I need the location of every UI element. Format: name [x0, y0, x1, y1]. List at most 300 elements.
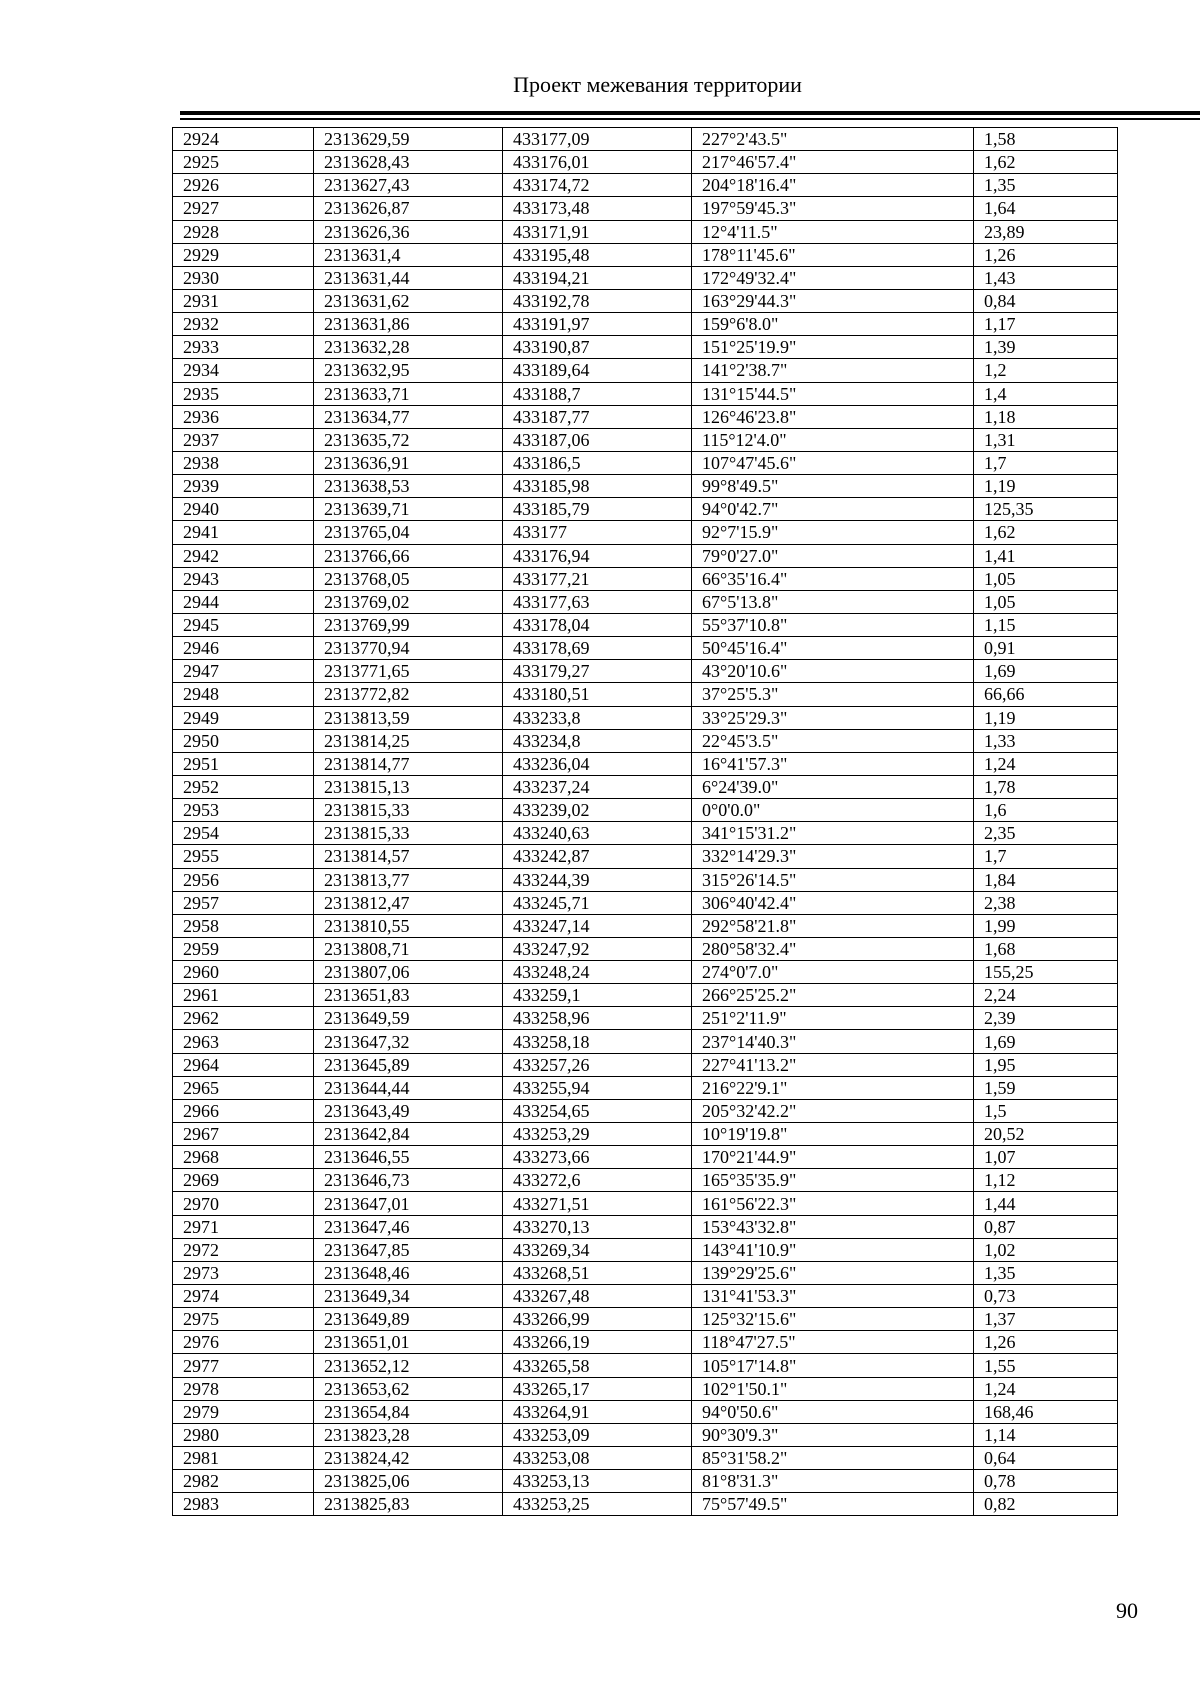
table-row	[173, 1354, 1118, 1377]
table-row	[173, 1146, 1118, 1169]
y-coordinate-cell: 433191,97	[503, 313, 692, 336]
point-number-cell: 2974	[173, 1285, 314, 1308]
table-row	[173, 313, 1118, 336]
point-number-cell: 2938	[173, 451, 314, 474]
x-coordinate-cell: 2313770,94	[314, 637, 503, 660]
direction-angle-cell: 159°6'8.0"	[692, 313, 974, 336]
distance-cell: 1,7	[974, 451, 1118, 474]
distance-cell: 0,78	[974, 1470, 1118, 1493]
point-number-cell: 2953	[173, 799, 314, 822]
y-coordinate-cell: 433270,13	[503, 1215, 692, 1238]
table-row	[173, 405, 1118, 428]
x-coordinate-cell: 2313639,71	[314, 498, 503, 521]
y-coordinate-cell: 433177,63	[503, 590, 692, 613]
point-number-cell: 2935	[173, 382, 314, 405]
distance-cell: 1,26	[974, 243, 1118, 266]
y-coordinate-cell: 433269,34	[503, 1238, 692, 1261]
table-row	[173, 336, 1118, 359]
point-number-cell: 2973	[173, 1261, 314, 1284]
table-row	[173, 891, 1118, 914]
distance-cell: 1,24	[974, 1377, 1118, 1400]
y-coordinate-cell: 433180,51	[503, 683, 692, 706]
point-number-cell: 2957	[173, 891, 314, 914]
point-number-cell: 2972	[173, 1238, 314, 1261]
page-header-title: Проект межевания территории	[513, 72, 802, 97]
point-number-cell: 2978	[173, 1377, 314, 1400]
distance-cell: 0,73	[974, 1285, 1118, 1308]
y-coordinate-cell: 433257,26	[503, 1053, 692, 1076]
x-coordinate-cell: 2313642,84	[314, 1123, 503, 1146]
distance-cell: 1,78	[974, 775, 1118, 798]
y-coordinate-cell: 433266,99	[503, 1308, 692, 1331]
table-row	[173, 151, 1118, 174]
direction-angle-cell: 33°25'29.3"	[692, 706, 974, 729]
distance-cell: 0,87	[974, 1215, 1118, 1238]
point-number-cell: 2942	[173, 544, 314, 567]
table-row	[173, 1331, 1118, 1354]
x-coordinate-cell: 2313646,73	[314, 1169, 503, 1192]
direction-angle-cell: 216°22'9.1"	[692, 1076, 974, 1099]
point-number-cell: 2971	[173, 1215, 314, 1238]
direction-angle-cell: 217°46'57.4"	[692, 151, 974, 174]
table-row	[173, 1238, 1118, 1261]
y-coordinate-cell: 433255,94	[503, 1076, 692, 1099]
y-coordinate-cell: 433187,77	[503, 405, 692, 428]
table-row	[173, 1377, 1118, 1400]
x-coordinate-cell: 2313635,72	[314, 428, 503, 451]
table-row	[173, 521, 1118, 544]
point-number-cell: 2960	[173, 961, 314, 984]
distance-cell: 2,24	[974, 984, 1118, 1007]
x-coordinate-cell: 2313807,06	[314, 961, 503, 984]
y-coordinate-cell: 433264,91	[503, 1400, 692, 1423]
table-row	[173, 289, 1118, 312]
direction-angle-cell: 153°43'32.8"	[692, 1215, 974, 1238]
point-number-cell: 2964	[173, 1053, 314, 1076]
distance-cell: 1,19	[974, 475, 1118, 498]
y-coordinate-cell: 433239,02	[503, 799, 692, 822]
table-row	[173, 984, 1118, 1007]
y-coordinate-cell: 433247,92	[503, 937, 692, 960]
distance-cell: 1,44	[974, 1192, 1118, 1215]
x-coordinate-cell: 2313647,85	[314, 1238, 503, 1261]
table-row	[173, 475, 1118, 498]
point-number-cell: 2969	[173, 1169, 314, 1192]
y-coordinate-cell: 433248,24	[503, 961, 692, 984]
y-coordinate-cell: 433245,71	[503, 891, 692, 914]
direction-angle-cell: 67°5'13.8"	[692, 590, 974, 613]
table-row	[173, 775, 1118, 798]
distance-cell: 1,19	[974, 706, 1118, 729]
point-number-cell: 2965	[173, 1076, 314, 1099]
y-coordinate-cell: 433236,04	[503, 752, 692, 775]
y-coordinate-cell: 433273,66	[503, 1146, 692, 1169]
point-number-cell: 2926	[173, 174, 314, 197]
direction-angle-cell: 90°30'9.3"	[692, 1423, 974, 1446]
x-coordinate-cell: 2313825,83	[314, 1493, 503, 1516]
distance-cell: 1,26	[974, 1331, 1118, 1354]
table-row	[173, 729, 1118, 752]
x-coordinate-cell: 2313646,55	[314, 1146, 503, 1169]
y-coordinate-cell: 433177,09	[503, 128, 692, 151]
x-coordinate-cell: 2313814,57	[314, 845, 503, 868]
table-row	[173, 544, 1118, 567]
x-coordinate-cell: 2313649,89	[314, 1308, 503, 1331]
direction-angle-cell: 131°41'53.3"	[692, 1285, 974, 1308]
x-coordinate-cell: 2313812,47	[314, 891, 503, 914]
x-coordinate-cell: 2313823,28	[314, 1423, 503, 1446]
x-coordinate-cell: 2313813,77	[314, 868, 503, 891]
direction-angle-cell: 163°29'44.3"	[692, 289, 974, 312]
y-coordinate-cell: 433272,6	[503, 1169, 692, 1192]
direction-angle-cell: 341°15'31.2"	[692, 822, 974, 845]
direction-angle-cell: 118°47'27.5"	[692, 1331, 974, 1354]
y-coordinate-cell: 433190,87	[503, 336, 692, 359]
distance-cell: 1,95	[974, 1053, 1118, 1076]
distance-cell: 1,33	[974, 729, 1118, 752]
y-coordinate-cell: 433259,1	[503, 984, 692, 1007]
direction-angle-cell: 205°32'42.2"	[692, 1099, 974, 1122]
x-coordinate-cell: 2313815,13	[314, 775, 503, 798]
table-row	[173, 382, 1118, 405]
direction-angle-cell: 165°35'35.9"	[692, 1169, 974, 1192]
distance-cell: 0,64	[974, 1447, 1118, 1470]
distance-cell: 1,24	[974, 752, 1118, 775]
direction-angle-cell: 105°17'14.8"	[692, 1354, 974, 1377]
x-coordinate-cell: 2313631,86	[314, 313, 503, 336]
direction-angle-cell: 55°37'10.8"	[692, 613, 974, 636]
distance-cell: 1,62	[974, 521, 1118, 544]
coordinates-table	[172, 127, 1118, 1516]
distance-cell: 1,35	[974, 1261, 1118, 1284]
y-coordinate-cell: 433240,63	[503, 822, 692, 845]
point-number-cell: 2924	[173, 128, 314, 151]
direction-angle-cell: 306°40'42.4"	[692, 891, 974, 914]
table-row	[173, 1169, 1118, 1192]
x-coordinate-cell: 2313647,01	[314, 1192, 503, 1215]
distance-cell: 1,68	[974, 937, 1118, 960]
y-coordinate-cell: 433177	[503, 521, 692, 544]
point-number-cell: 2931	[173, 289, 314, 312]
direction-angle-cell: 332°14'29.3"	[692, 845, 974, 868]
distance-cell: 1,58	[974, 128, 1118, 151]
distance-cell: 1,84	[974, 868, 1118, 891]
direction-angle-cell: 115°12'4.0"	[692, 428, 974, 451]
x-coordinate-cell: 2313634,77	[314, 405, 503, 428]
table-row	[173, 1261, 1118, 1284]
point-number-cell: 2934	[173, 359, 314, 382]
x-coordinate-cell: 2313648,46	[314, 1261, 503, 1284]
distance-cell: 20,52	[974, 1123, 1118, 1146]
y-coordinate-cell: 433268,51	[503, 1261, 692, 1284]
x-coordinate-cell: 2313772,82	[314, 683, 503, 706]
distance-cell: 168,46	[974, 1400, 1118, 1423]
table-row	[173, 1007, 1118, 1030]
direction-angle-cell: 251°2'11.9"	[692, 1007, 974, 1030]
y-coordinate-cell: 433247,14	[503, 914, 692, 937]
x-coordinate-cell: 2313649,59	[314, 1007, 503, 1030]
direction-angle-cell: 102°1'50.1"	[692, 1377, 974, 1400]
direction-angle-cell: 197°59'45.3"	[692, 197, 974, 220]
distance-cell: 1,02	[974, 1238, 1118, 1261]
point-number-cell: 2952	[173, 775, 314, 798]
point-number-cell: 2930	[173, 266, 314, 289]
x-coordinate-cell: 2313647,46	[314, 1215, 503, 1238]
table-row	[173, 868, 1118, 891]
y-coordinate-cell: 433178,04	[503, 613, 692, 636]
table-row	[173, 706, 1118, 729]
table-row	[173, 1099, 1118, 1122]
distance-cell: 0,91	[974, 637, 1118, 660]
distance-cell: 66,66	[974, 683, 1118, 706]
distance-cell: 1,99	[974, 914, 1118, 937]
distance-cell: 1,6	[974, 799, 1118, 822]
point-number-cell: 2945	[173, 613, 314, 636]
direction-angle-cell: 126°46'23.8"	[692, 405, 974, 428]
table-row	[173, 799, 1118, 822]
distance-cell: 1,05	[974, 567, 1118, 590]
page-number: 90	[1116, 1598, 1138, 1623]
x-coordinate-cell: 2313766,66	[314, 544, 503, 567]
direction-angle-cell: 131°15'44.5"	[692, 382, 974, 405]
y-coordinate-cell: 433234,8	[503, 729, 692, 752]
table-row	[173, 822, 1118, 845]
x-coordinate-cell: 2313627,43	[314, 174, 503, 197]
x-coordinate-cell: 2313643,49	[314, 1099, 503, 1122]
x-coordinate-cell: 2313813,59	[314, 706, 503, 729]
point-number-cell: 2925	[173, 151, 314, 174]
direction-angle-cell: 141°2'38.7"	[692, 359, 974, 382]
point-number-cell: 2955	[173, 845, 314, 868]
distance-cell: 125,35	[974, 498, 1118, 521]
y-coordinate-cell: 433253,29	[503, 1123, 692, 1146]
x-coordinate-cell: 2313815,33	[314, 799, 503, 822]
direction-angle-cell: 227°2'43.5"	[692, 128, 974, 151]
direction-angle-cell: 99°8'49.5"	[692, 475, 974, 498]
distance-cell: 1,41	[974, 544, 1118, 567]
table-row	[173, 752, 1118, 775]
x-coordinate-cell: 2313808,71	[314, 937, 503, 960]
point-number-cell: 2944	[173, 590, 314, 613]
distance-cell: 0,84	[974, 289, 1118, 312]
distance-cell: 1,69	[974, 1030, 1118, 1053]
y-coordinate-cell: 433271,51	[503, 1192, 692, 1215]
table-row	[173, 498, 1118, 521]
direction-angle-cell: 161°56'22.3"	[692, 1192, 974, 1215]
point-number-cell: 2981	[173, 1447, 314, 1470]
table-row	[173, 174, 1118, 197]
table-row	[173, 567, 1118, 590]
direction-angle-cell: 172°49'32.4"	[692, 266, 974, 289]
x-coordinate-cell: 2313765,04	[314, 521, 503, 544]
table-row	[173, 1308, 1118, 1331]
direction-angle-cell: 204°18'16.4"	[692, 174, 974, 197]
direction-angle-cell: 107°47'45.6"	[692, 451, 974, 474]
y-coordinate-cell: 433237,24	[503, 775, 692, 798]
y-coordinate-cell: 433253,08	[503, 1447, 692, 1470]
point-number-cell: 2949	[173, 706, 314, 729]
direction-angle-cell: 12°4'11.5"	[692, 220, 974, 243]
x-coordinate-cell: 2313652,12	[314, 1354, 503, 1377]
point-number-cell: 2951	[173, 752, 314, 775]
distance-cell: 1,15	[974, 613, 1118, 636]
table-row	[173, 683, 1118, 706]
distance-cell: 155,25	[974, 961, 1118, 984]
point-number-cell: 2963	[173, 1030, 314, 1053]
y-coordinate-cell: 433185,98	[503, 475, 692, 498]
distance-cell: 23,89	[974, 220, 1118, 243]
point-number-cell: 2966	[173, 1099, 314, 1122]
direction-angle-cell: 85°31'58.2"	[692, 1447, 974, 1470]
x-coordinate-cell: 2313626,36	[314, 220, 503, 243]
x-coordinate-cell: 2313810,55	[314, 914, 503, 937]
y-coordinate-cell: 433185,79	[503, 498, 692, 521]
table-row	[173, 1123, 1118, 1146]
x-coordinate-cell: 2313825,06	[314, 1470, 503, 1493]
x-coordinate-cell: 2313628,43	[314, 151, 503, 174]
distance-cell: 1,43	[974, 266, 1118, 289]
table-row	[173, 1400, 1118, 1423]
x-coordinate-cell: 2313815,33	[314, 822, 503, 845]
x-coordinate-cell: 2313633,71	[314, 382, 503, 405]
distance-cell: 1,37	[974, 1308, 1118, 1331]
distance-cell: 1,4	[974, 382, 1118, 405]
point-number-cell: 2928	[173, 220, 314, 243]
y-coordinate-cell: 433253,25	[503, 1493, 692, 1516]
point-number-cell: 2929	[173, 243, 314, 266]
y-coordinate-cell: 433258,18	[503, 1030, 692, 1053]
distance-cell: 1,59	[974, 1076, 1118, 1099]
table-row	[173, 243, 1118, 266]
distance-cell: 1,07	[974, 1146, 1118, 1169]
direction-angle-cell: 292°58'21.8"	[692, 914, 974, 937]
point-number-cell: 2946	[173, 637, 314, 660]
point-number-cell: 2983	[173, 1493, 314, 1516]
y-coordinate-cell: 433178,69	[503, 637, 692, 660]
table-row	[173, 428, 1118, 451]
x-coordinate-cell: 2313649,34	[314, 1285, 503, 1308]
table-row	[173, 937, 1118, 960]
table-row	[173, 914, 1118, 937]
x-coordinate-cell: 2313768,05	[314, 567, 503, 590]
y-coordinate-cell: 433258,96	[503, 1007, 692, 1030]
header-rule-thin	[180, 118, 1200, 120]
x-coordinate-cell: 2313631,44	[314, 266, 503, 289]
y-coordinate-cell: 433171,91	[503, 220, 692, 243]
y-coordinate-cell: 433186,5	[503, 451, 692, 474]
y-coordinate-cell: 433187,06	[503, 428, 692, 451]
y-coordinate-cell: 433266,19	[503, 1331, 692, 1354]
table-row	[173, 1215, 1118, 1238]
direction-angle-cell: 266°25'25.2"	[692, 984, 974, 1007]
direction-angle-cell: 75°57'49.5"	[692, 1493, 974, 1516]
x-coordinate-cell: 2313651,01	[314, 1331, 503, 1354]
direction-angle-cell: 10°19'19.8"	[692, 1123, 974, 1146]
x-coordinate-cell: 2313771,65	[314, 660, 503, 683]
table-row	[173, 660, 1118, 683]
direction-angle-cell: 178°11'45.6"	[692, 243, 974, 266]
y-coordinate-cell: 433194,21	[503, 266, 692, 289]
point-number-cell: 2976	[173, 1331, 314, 1354]
y-coordinate-cell: 433242,87	[503, 845, 692, 868]
distance-cell: 1,14	[974, 1423, 1118, 1446]
distance-cell: 1,12	[974, 1169, 1118, 1192]
point-number-cell: 2948	[173, 683, 314, 706]
y-coordinate-cell: 433244,39	[503, 868, 692, 891]
table-row	[173, 128, 1118, 151]
x-coordinate-cell: 2313626,87	[314, 197, 503, 220]
direction-angle-cell: 81°8'31.3"	[692, 1470, 974, 1493]
direction-angle-cell: 125°32'15.6"	[692, 1308, 974, 1331]
x-coordinate-cell: 2313824,42	[314, 1447, 503, 1470]
point-number-cell: 2940	[173, 498, 314, 521]
direction-angle-cell: 43°20'10.6"	[692, 660, 974, 683]
x-coordinate-cell: 2313651,83	[314, 984, 503, 1007]
table-row	[173, 961, 1118, 984]
x-coordinate-cell: 2313636,91	[314, 451, 503, 474]
point-number-cell: 2970	[173, 1192, 314, 1215]
y-coordinate-cell: 433173,48	[503, 197, 692, 220]
y-coordinate-cell: 433189,64	[503, 359, 692, 382]
table-row	[173, 1423, 1118, 1446]
direction-angle-cell: 37°25'5.3"	[692, 683, 974, 706]
y-coordinate-cell: 433179,27	[503, 660, 692, 683]
point-number-cell: 2932	[173, 313, 314, 336]
distance-cell: 1,7	[974, 845, 1118, 868]
distance-cell: 1,35	[974, 174, 1118, 197]
table-row	[173, 845, 1118, 868]
x-coordinate-cell: 2313631,4	[314, 243, 503, 266]
table-row	[173, 266, 1118, 289]
y-coordinate-cell: 433188,7	[503, 382, 692, 405]
table-row	[173, 1470, 1118, 1493]
point-number-cell: 2967	[173, 1123, 314, 1146]
distance-cell: 1,31	[974, 428, 1118, 451]
x-coordinate-cell: 2313654,84	[314, 1400, 503, 1423]
distance-cell: 1,18	[974, 405, 1118, 428]
table-row	[173, 451, 1118, 474]
distance-cell: 1,39	[974, 336, 1118, 359]
point-number-cell: 2962	[173, 1007, 314, 1030]
header-rule-thick	[180, 111, 1200, 115]
direction-angle-cell: 22°45'3.5"	[692, 729, 974, 752]
y-coordinate-cell: 433177,21	[503, 567, 692, 590]
direction-angle-cell: 6°24'39.0"	[692, 775, 974, 798]
point-number-cell: 2954	[173, 822, 314, 845]
distance-cell: 2,38	[974, 891, 1118, 914]
table-row	[173, 1076, 1118, 1099]
direction-angle-cell: 151°25'19.9"	[692, 336, 974, 359]
distance-cell: 1,64	[974, 197, 1118, 220]
direction-angle-cell: 94°0'50.6"	[692, 1400, 974, 1423]
direction-angle-cell: 16°41'57.3"	[692, 752, 974, 775]
distance-cell: 1,62	[974, 151, 1118, 174]
table-row	[173, 1447, 1118, 1470]
point-number-cell: 2943	[173, 567, 314, 590]
table-row	[173, 1285, 1118, 1308]
point-number-cell: 2927	[173, 197, 314, 220]
point-number-cell: 2936	[173, 405, 314, 428]
point-number-cell: 2982	[173, 1470, 314, 1493]
table-row	[173, 1053, 1118, 1076]
x-coordinate-cell: 2313638,53	[314, 475, 503, 498]
table-row	[173, 1030, 1118, 1053]
direction-angle-cell: 139°29'25.6"	[692, 1261, 974, 1284]
point-number-cell: 2975	[173, 1308, 314, 1331]
y-coordinate-cell: 433176,01	[503, 151, 692, 174]
y-coordinate-cell: 433265,17	[503, 1377, 692, 1400]
direction-angle-cell: 170°21'44.9"	[692, 1146, 974, 1169]
